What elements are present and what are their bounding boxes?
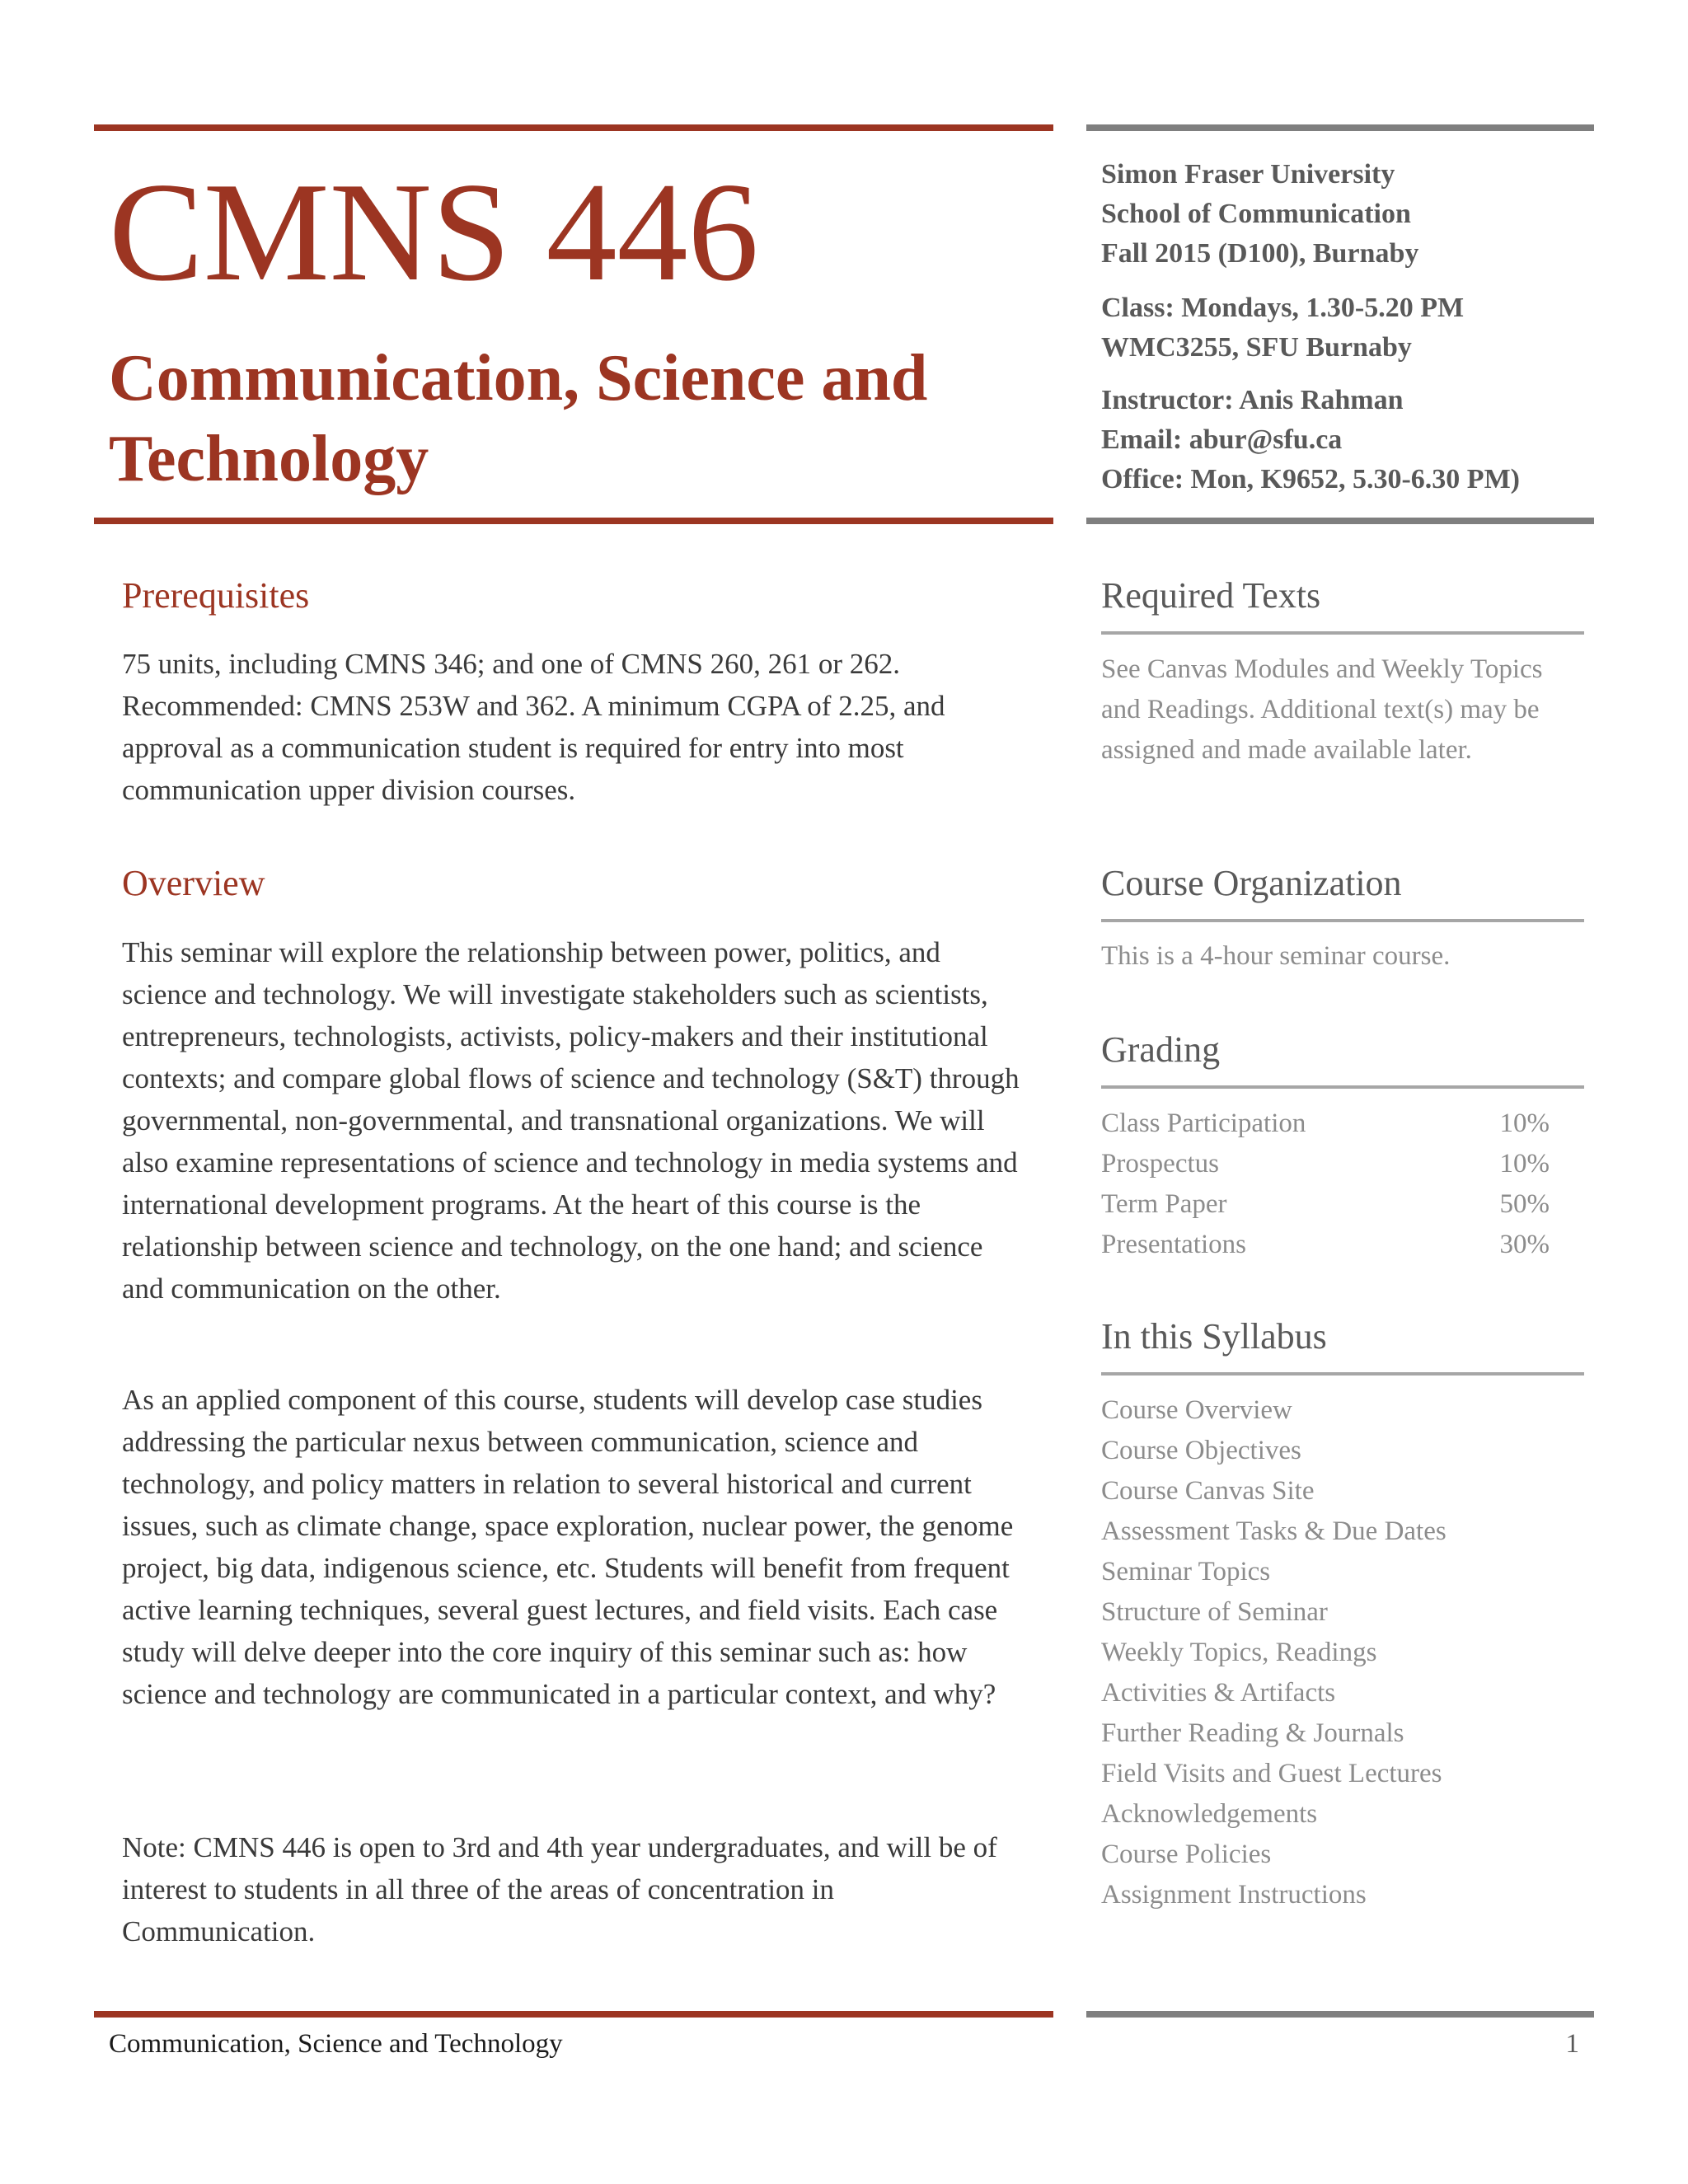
- syllabus-link-assessment-tasks[interactable]: Assessment Tasks & Due Dates: [1101, 1516, 1447, 1546]
- syllabus-link-acknowledgements[interactable]: Acknowledgements: [1101, 1799, 1318, 1829]
- syllabus-contents-heading: In this Syllabus: [1101, 1316, 1327, 1357]
- grading-row: [1101, 1184, 1550, 1225]
- overview-paragraph: As an applied component of this course, students will develop case studies addressing the particular nexus between communication, science and technology, and policy matters in relation to several historical and current issues, such as climate change, space exploration, nuclear power, the genome project, big data, indigenous science, etc. Students will benefit from frequent active learning techniques, several guest lectures, and field visits. Each case study will delve deeper into the core inquiry of this seminar such as: how science and technology are communicated in a particular context, and why?: [122, 1384, 1014, 1710]
- overview-paragraph: This seminar will explore the relationship between power, politics, and science and technology. We will investigate stakeholders such as scientists, entrepreneurs, technologists, activists, policy-makers and their institutional contexts; and compare global flows of science and technology (S&T) through governmental, non-governmental, and transnational organizations. We will also examine representations of science and technology in media systems and international development programs. At the heart of this course is the relationship between science and technology, on the one hand; and science and communication on the other.: [122, 936, 1020, 1305]
- syllabus-link-course-overview[interactable]: Course Overview: [1101, 1395, 1292, 1425]
- syllabus-link-course-canvas-site[interactable]: Course Canvas Site: [1101, 1476, 1315, 1506]
- course-organization-heading: Course Organization: [1101, 863, 1402, 903]
- course-organization-text: This is a 4-hour seminar course.: [1101, 941, 1451, 971]
- grading-label: Class Participation: [1101, 1108, 1306, 1138]
- header-top-rule-left: [94, 124, 1053, 131]
- header-bottom-rule-left: [94, 518, 1053, 524]
- grading-table: [1101, 1104, 1584, 1265]
- grading-value: 50%: [1499, 1189, 1550, 1219]
- institution-info: [1101, 155, 1612, 274]
- syllabus-link-field-visits[interactable]: Field Visits and Guest Lectures: [1101, 1759, 1442, 1788]
- grading-rule: [1101, 1085, 1584, 1089]
- grading-label: Prospectus: [1101, 1149, 1219, 1179]
- term-info: Fall 2015 (D100), Burnaby: [1101, 238, 1419, 269]
- syllabus-link-course-policies[interactable]: Course Policies: [1101, 1840, 1272, 1869]
- footer-rule-right: [1086, 2011, 1594, 2018]
- school-name: School of Communication: [1101, 199, 1411, 229]
- grading-label: Presentations: [1101, 1230, 1246, 1259]
- course-code: CMNS 446: [109, 154, 759, 311]
- syllabus-link-weekly-topics[interactable]: Weekly Topics, Readings: [1101, 1638, 1377, 1667]
- required-texts-text: See Canvas Modules and Weekly Topics and Readings. Additional text(s) may be assigned and made available later.: [1101, 654, 1543, 765]
- overview-heading: Overview: [122, 863, 265, 903]
- grading-label: Term Paper: [1101, 1189, 1227, 1219]
- class-info: [1101, 288, 1612, 368]
- required-texts-rule: [1101, 631, 1584, 635]
- syllabus-link-further-reading[interactable]: Further Reading & Journals: [1101, 1718, 1404, 1748]
- header-top-rule-right: [1086, 124, 1594, 131]
- syllabus-link-activities-artifacts[interactable]: Activities & Artifacts: [1101, 1678, 1336, 1708]
- prerequisites-text: 75 units, including CMNS 346; and one of CMNS 260, 261 or 262. Recommended: CMNS 253W and 362. A minimum CGPA of 2.25, and approval as a communication student is required for entry into most communication upper division courses.: [122, 648, 945, 806]
- class-time: Class: Mondays, 1.30-5.20 PM: [1101, 293, 1465, 323]
- syllabus-link-structure-of-seminar[interactable]: Structure of Seminar: [1101, 1597, 1328, 1627]
- class-room: WMC3255, SFU Burnaby: [1101, 332, 1412, 363]
- grading-row: [1101, 1144, 1550, 1184]
- instructor-email: Email: abur@sfu.ca: [1101, 424, 1343, 455]
- grading-row: [1101, 1225, 1550, 1265]
- grading-heading: Grading: [1101, 1029, 1221, 1070]
- syllabus-link-seminar-topics[interactable]: Seminar Topics: [1101, 1557, 1271, 1586]
- grading-value: 10%: [1499, 1108, 1550, 1138]
- grading-value: 30%: [1499, 1230, 1550, 1259]
- grading-row: [1101, 1104, 1550, 1144]
- footer-title: Communication, Science and Technology: [109, 2029, 563, 2059]
- overview-note: Note: CMNS 446 is open to 3rd and 4th year undergraduates, and will be of interest to students in all three of the areas of concentration in Communication.: [122, 1831, 997, 1947]
- page-number: 1: [1565, 2029, 1579, 2059]
- university-name: Simon Fraser University: [1101, 159, 1395, 190]
- syllabus-link-course-objectives[interactable]: Course Objectives: [1101, 1436, 1301, 1465]
- grading-value: 10%: [1499, 1149, 1550, 1179]
- prerequisites-heading: Prerequisites: [122, 575, 310, 616]
- course-organization-rule: [1101, 919, 1584, 922]
- syllabus-link-assignment-instructions[interactable]: Assignment Instructions: [1101, 1880, 1367, 1910]
- syllabus-contents-list: [1101, 1390, 1584, 1915]
- footer-rule-left: [94, 2011, 1053, 2018]
- required-texts-heading: Required Texts: [1101, 575, 1321, 616]
- header-bottom-rule-right: [1086, 518, 1594, 524]
- course-title: Communication, Science and Technology: [109, 342, 928, 495]
- syllabus-contents-rule: [1101, 1372, 1584, 1376]
- instructor-office: Office: Mon, K9652, 5.30-6.30 PM): [1101, 464, 1520, 494]
- instructor-info: [1101, 381, 1612, 499]
- instructor-name: Instructor: Anis Rahman: [1101, 385, 1404, 415]
